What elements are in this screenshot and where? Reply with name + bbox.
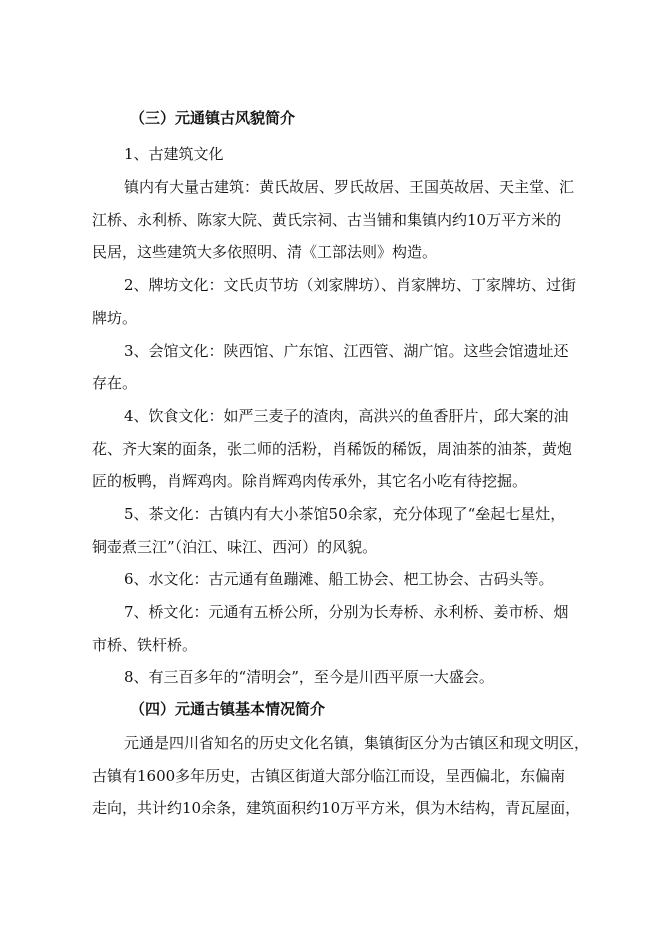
- item-3-line-2: 存在。: [92, 374, 138, 392]
- item-1-line-2: 江桥、永利桥、陈家大院、黄氏宗祠、古当铺和集镇内约10万平方米的: [92, 211, 562, 229]
- item-7-line-1: 7、桥文化：元通有五桥公所，分别为长寿桥、永利桥、姜市桥、烟: [124, 603, 569, 621]
- section-4-heading: （四）元通古镇基本情况简介: [130, 700, 326, 718]
- item-8-line-1: 8、有三百多年的“清明会”，至今是川西平原一大盛会。: [124, 668, 494, 686]
- item-2-line-2: 牌坊。: [92, 309, 138, 327]
- item-4-line-2: 花、齐大案的面条，张二师的活粉，肖稀饭的稀饭，周油茶的油茶，黄炮: [92, 440, 573, 458]
- item-1-line-3: 民居，这些建筑大多依照明、清《工部法则》构造。: [92, 243, 438, 261]
- item-1-title: 1、古建筑文化: [124, 145, 224, 163]
- item-4-line-1: 4、饮食文化：如严三麦子的渣肉，高洪兴的鱼香肝片，邱大案的油: [124, 407, 569, 425]
- item-4-line-3: 匠的板鸭，肖辉鸡肉。除肖辉鸡肉传承外，其它名小吃有待挖掘。: [92, 472, 528, 490]
- item-5-line-2: 铜壶煮三江”（泊江、味江、西河）的风貌。: [92, 538, 378, 556]
- item-3-line-1: 3、会馆文化：陕西馆、广东馆、江西管、湖广馆。这些会馆遗址还: [124, 342, 569, 360]
- item-2-line-1: 2、牌坊文化：文氏贞节坊（刘家牌坊）、肖家牌坊、丁家牌坊、过街: [124, 276, 577, 294]
- item-6-line-1: 6、水文化：古元通有鱼蹦滩、船工协会、杷工协会、古码头等。: [124, 570, 554, 588]
- item-5-line-1: 5、茶文化：古镇内有大小茶馆50余家，充分体现了“垒起七星灶，: [124, 505, 566, 523]
- item-7-line-2: 市桥、铁杆桥。: [92, 636, 198, 654]
- item-1-line-1: 镇内有大量古建筑：黄氏故居、罗氏故居、王国英故居、天主堂、汇: [124, 178, 575, 196]
- section-4-line-1: 元通是四川省知名的历史文化名镇，集镇街区分为古镇区和现文明区，: [124, 734, 590, 752]
- section-3-heading: （三）元通镇古风貌简介: [130, 109, 296, 127]
- section-4-line-2: 古镇有1600多年历史，古镇区街道大部分临江而设，呈西偏北，东偏南: [92, 767, 566, 785]
- section-4-line-3: 走向，共计约10余条，建筑面积约10万平方米，俱为木结构，青瓦屋面，: [92, 799, 581, 817]
